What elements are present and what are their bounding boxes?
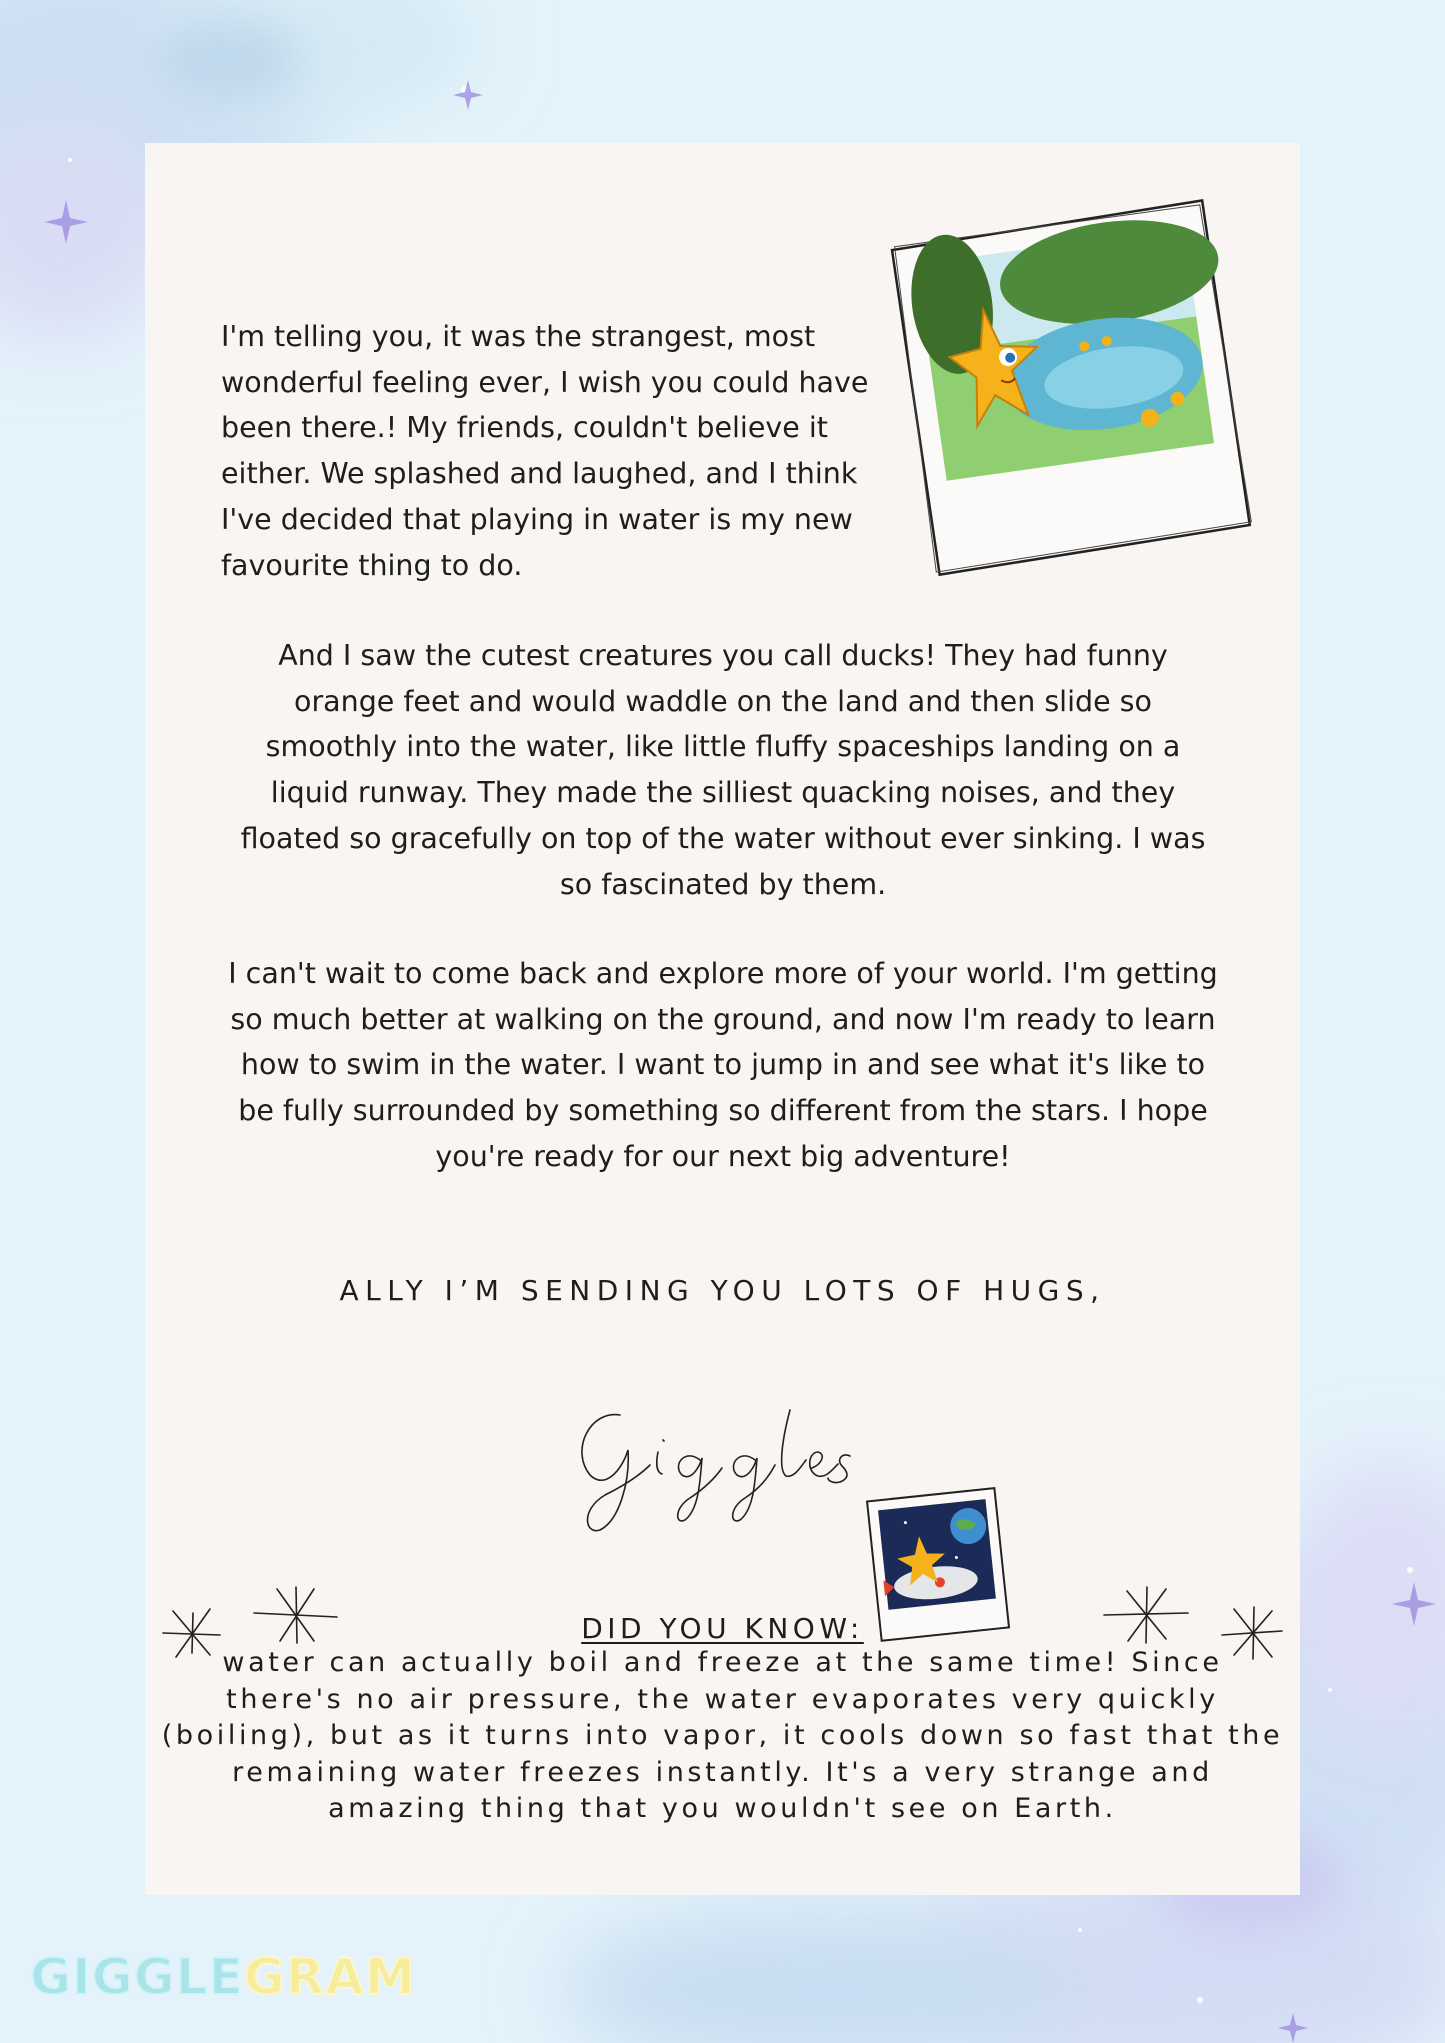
ducks-paragraph: And I saw the cutest creatures you call ducks! They had funny orange feet and would waddle on the land and then slide so smoothly into the water, like little fluffy spaceships landing on a liquid runway. They made the silliest quacking noises, and they floated so gracefully on top of the water without ever sinking. I was so fascinated by them. (240, 639, 1206, 901)
giggles-signature (550, 1390, 860, 1540)
star-character-at-pond-photo (903, 197, 1244, 482)
star-character-rocket-photo (876, 1499, 996, 1610)
intro-paragraph: I'm telling you, it was the strangest, most wonderful feeling ever, I wish you could have been there.! My friends, couldn't believe it either. We splashed and laughed, and I think I've decided that playing in water is my new favourite thing to do. (221, 320, 869, 582)
brand-part-gram: GRAM (243, 1948, 416, 2006)
gigglegram-logo (30, 1948, 416, 2006)
did-you-know-heading: DID YOU KNOW: (581, 1612, 864, 1645)
brand-part-giggle: GIGGLE (30, 1948, 244, 2006)
signoff-line: ALLY I’M SENDING YOU LOTS OF HUGS, (339, 1274, 1106, 1307)
future-paragraph: I can't wait to come back and explore more of your world. I'm getting so much better at walking on the ground, and now I'm ready to learn how to swim in the water. I want to jump in and see what it's like to be fully surrounded by something so different from the stars. I hope you're ready for our next big adventure! (228, 957, 1218, 1173)
did-you-know-fact: water can actually boil and freeze at the same time! Since there's no air pressure, the water evaporates very quickly (boiling), but as it turns into vapor, it cools down so fast that the remaining water freezes instantly. It's a very strange and amazing thing that you wouldn't see on Earth. (161, 1647, 1284, 1824)
pond-polaroid-photo (875, 178, 1275, 598)
